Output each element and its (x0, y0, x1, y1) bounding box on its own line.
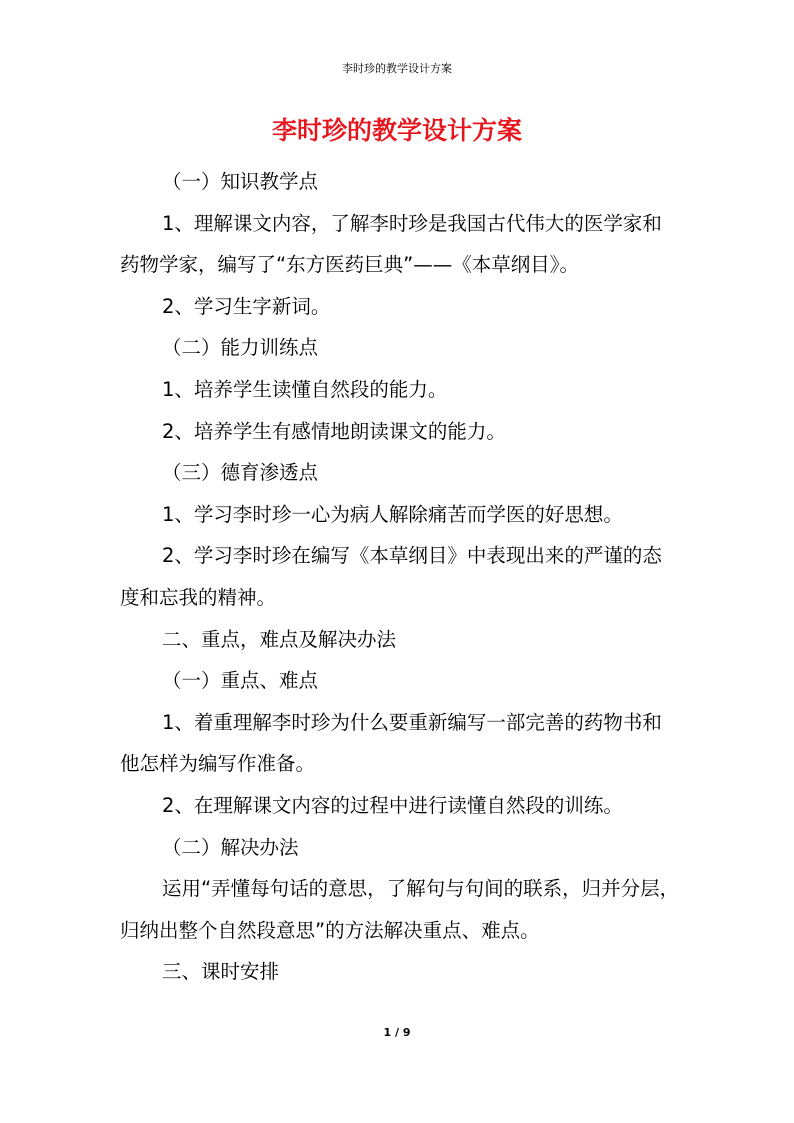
paragraph: 运用“弄懂每句话的意思，了解句与句间的联系，归并分层，归纳出整个自然段意思”的方法解决重点、难点。 (120, 877, 680, 942)
paragraph: 1、培养学生读懂自然段的能力。 (162, 377, 448, 401)
running-header: 李时珍的教学设计方案 (342, 62, 452, 75)
paragraph: 2、培养学生有感情地朗读课文的能力。 (162, 419, 506, 443)
page-number: 1 / 9 (383, 1026, 411, 1039)
paragraph: 1、学习李时珍一心为病人解除痛苦而学医的好思想。 (162, 502, 623, 526)
section-heading-ability: （二）能力训练点 (162, 336, 319, 360)
document-title: 李时珍的教学设计方案 (271, 116, 522, 145)
subsection-heading-difficulties: （一）重点、难点 (162, 669, 319, 693)
section-heading-knowledge: （一）知识教学点 (162, 170, 319, 193)
section-heading-moral: （三）德育渗透点 (162, 461, 319, 485)
paragraph: 2、学习生字新词。 (162, 294, 331, 318)
paragraph: 1、理解课文内容，了解李时珍是我国古代伟大的医学家和药物学家，编写了“东方医药巨典”——《本草纲目》。 (120, 211, 662, 277)
section-heading-key-points: 二、重点，难点及解决办法 (162, 627, 397, 651)
paragraph: 2、学习李时珍在编写《本草纲目》中表现出来的严谨的态度和忘我的精神。 (120, 544, 662, 609)
document-body (120, 161, 680, 993)
paragraph: 1、着重理解李时珍为什么要重新编写一部完善的药物书和他怎样为编写作准备。 (120, 710, 662, 776)
paragraph: 2、在理解课文内容的过程中进行读懂自然段的训练。 (162, 793, 623, 817)
subsection-heading-solutions: （二）解决办法 (162, 835, 299, 859)
section-heading-schedule: 三、课时安排 (162, 960, 280, 984)
